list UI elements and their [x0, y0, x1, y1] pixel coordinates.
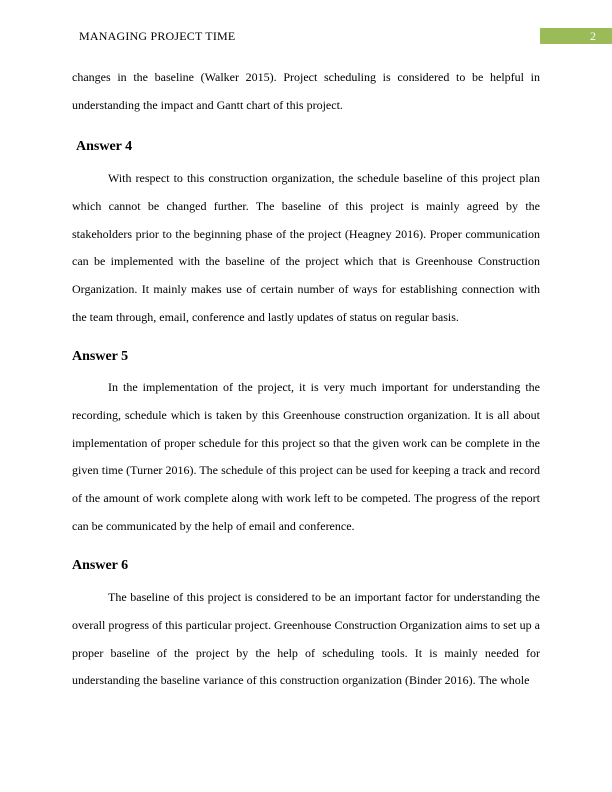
section-heading: Answer 6 — [72, 558, 129, 573]
section-paragraph: The baseline of this project is considered to be an important factor for understanding the overall progress of this particular project. Greenhouse Construction Organization aims to set up a proper baseline of the project by the help of scheduling tools. It is mainly needed for understanding the baseline variance of this construction organization (Binder 2016). The whole — [72, 590, 540, 688]
page-number-box — [540, 28, 612, 44]
section-paragraph: With respect to this construction organization, the schedule baseline of this project plan which cannot be changed further. The baseline of this project is mainly agreed by the stakeholders prior to the beginning phase of the project (Heagney 2016). Proper communication can be implemented with the baseline of the project which that is Greenhouse Construction Organization. It mainly makes use of certain number of ways for establishing connection with the team through, email, conference and lastly updates of status on regular basis. — [72, 171, 540, 324]
continuation-paragraph: changes in the baseline (Walker 2015). Project scheduling is considered to be helpful in understanding the impact and Gantt chart of this project. — [72, 70, 540, 112]
section-heading: Answer 5 — [72, 349, 129, 364]
section-paragraph: In the implementation of the project, it is very much important for understanding the recording, schedule which is taken by this Greenhouse construction organization. It is all about implementation of proper schedule for this project so that the given work can be complete in the given time (Turner 2016). The schedule of this project can be used for keeping a track and record of the amount of work complete along with work left to be competed. The progress of the report can be communicated by the help of email and conference. — [72, 380, 540, 533]
page-number: 2 — [590, 29, 596, 43]
running-header-title: MANAGING PROJECT TIME — [79, 29, 236, 43]
section-heading: Answer 4 — [76, 139, 133, 154]
